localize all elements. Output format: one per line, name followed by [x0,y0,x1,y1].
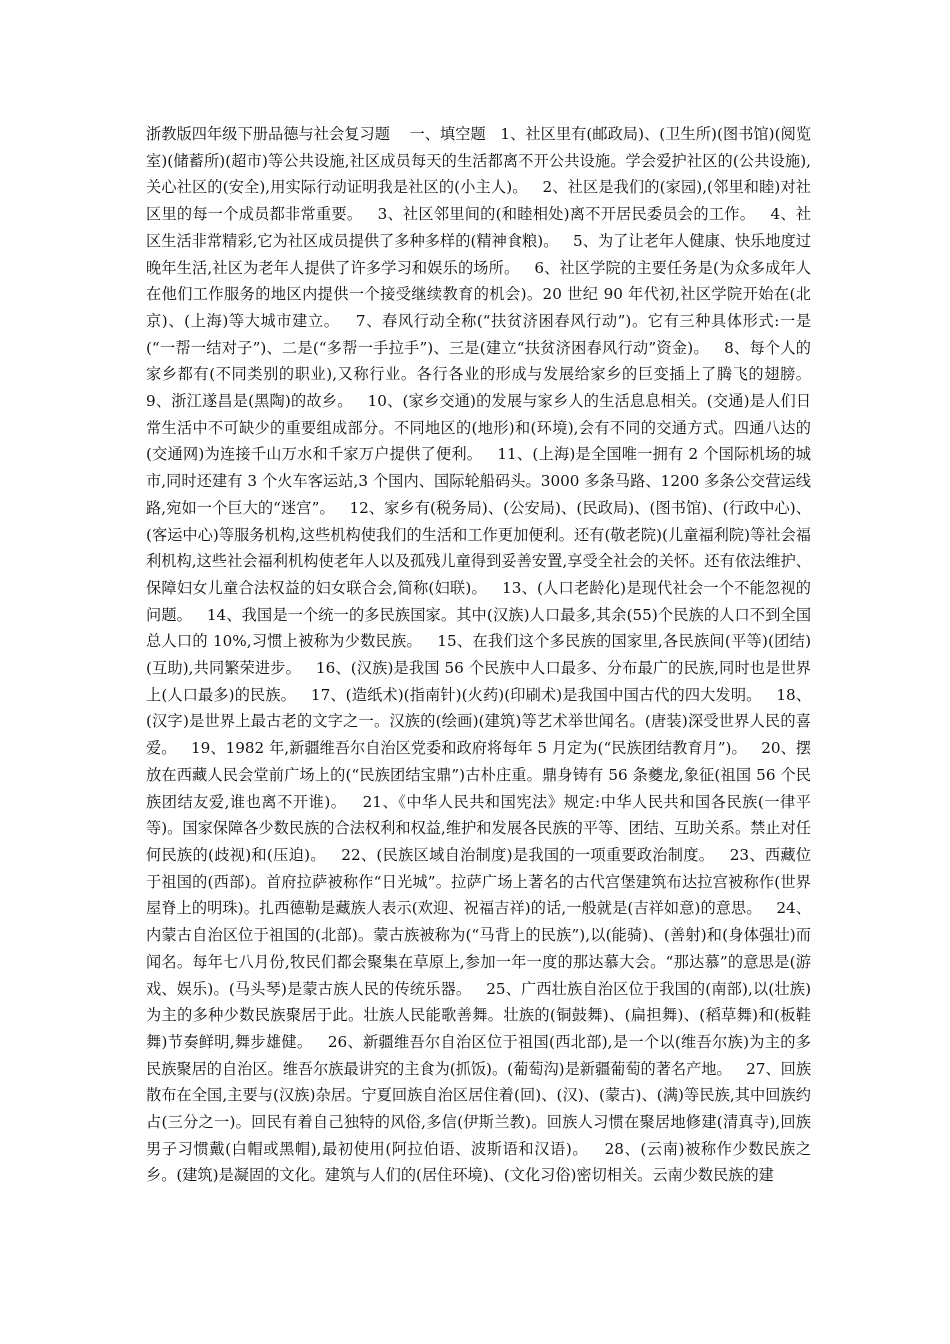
question-item: 8、每个人的家乡都有(不同类别的职业),又称行业。各行各业的形成与发展给家乡的巨变插上了腾飞的翅膀。 [146,338,811,384]
question-item: 11、(上海)是全国唯一拥有 2 个国际机场的城市,同时还建有 3 个火车客运站,3 个国内、国际轮船码头。3000 多条马路、1200 多条公交营运线路,宛如一个巨大的“迷宫”。 [146,445,811,517]
question-item: 7、春风行动全称(“扶贫济困春风行动”)。它有三种具体形式:一是(“一帮一结对子”)、二是(“多帮一手拉手”)、三是(建立“扶贫济困春风行动”资金)。 [146,311,812,357]
question-item: 6、社区学院的主要任务是(为众多成年人在他们工作服务的地区内提供一个接受继续教育的机会)。20 世纪 90 年代初,社区学院开始在(北京)、(上海)等大城市建立。 [146,258,812,330]
question-item: 20、摆放在西藏人民会堂前广场上的(“民族团结宝鼎”)古朴庄重。鼎身铸有 56 条夔龙,象征(祖国 56 个民族团结友爱,谁也离不开谁)。 [146,739,812,811]
question-item: 26、新疆维吾尔自治区位于祖国(西北部),是一个以(维吾尔族)为主的多民族聚居的自治区。维吾尔族最讲究的主食为(抓饭)。(葡萄沟)是新疆葡萄的著名产地。 [146,1032,812,1078]
question-item: 17、(造纸术)(指南针)(火药)(印刷术)是我国中国古代的四大发明。 [310,685,762,704]
question-item: 16、(汉族)是我国 56 个民族中人口最多、分布最广的民族,同时也是世界上(人口最多)的民族。 [146,659,811,704]
question-item: 15、在我们这个多民族的国家里,各民族间(平等)(团结)(互助),共同繁荣进步。 [146,632,812,678]
question-item: 21、《中华人民共和国宪法》规定:中华人民共和国各民族(一律平等)。国家保障各少数民族的合法权利和权益,维护和发展各民族的平等、团结、互助关系。禁止对任何民族的(歧视)和(压迫)。 [146,792,811,864]
question-item: 1、社区里有(邮政局)、(卫生所)(图书馆)(阅览室)(储蓄所)(超市)等公共设施,社区成员每天的生活都离不开公共设施。学会爱护社区的(公共设施),关心社区的(安全),用实际行动证明我是社区的(小主人)。 [146,125,812,197]
question-item: 13、(人口老龄化)是现代社会一个不能忽视的问题。 [146,578,811,624]
question-item: 12、家乡有(税务局)、(公安局)、(民政局)、(图书馆)、(行政中心)、(客运中心)等服务机构,这些机构使我们的生活和工作更加便利。还有(敬老院)(儿童福利院)等社会福利机构,这些社会福利机构使老年人以及孤残儿童得到妥善安置,享受全社会的关怀。还有依法维护、保障妇女儿童合法权益的妇女联合会,简称(妇联)。 [146,498,811,597]
question-item: 28、(云南)被称作少数民族之乡。(建筑)是凝固的文化。建筑与人们的(居住环境)、(文化习俗)密切相关。云南少数民族的建 [146,1139,812,1185]
question-item: 22、(民族区域自治制度)是我国的一项重要政治制度。 [341,845,715,864]
question-item: 18、(汉字)是世界上最古老的文字之一。汉族的(绘画)(建筑)等艺术举世闻名。(唐装)深受世界人民的喜爱。 [146,685,812,758]
question-item: 3、社区邻里间的(和睦相处)离不开居民委员会的工作。 [377,205,756,224]
question-item: 24、内蒙古自治区位于祖国的(北部)。蒙古族被称为(“马背上的民族”),以(能骑)、(善射)和(身体强壮)而闻名。每年七八月份,牧民们都会聚集在草原上,参加一年一度的那达慕大会。“那达慕”的意思是(游戏、娱乐)。(马头琴)是蒙古族人民的传统乐器。 [146,899,811,998]
question-item: 25、广西壮族自治区位于我国的(南部),以(壮族)为主的多种少数民族聚居于此。壮族人民能歌善舞。壮族的(铜鼓舞)、(扁担舞)、(稻草舞)和(板鞋舞)节奏鲜明,舞步雄健。 [146,979,811,1051]
question-item: 5、为了让老年人健康、快乐地度过晚年生活,社区为老年人提供了许多学习和娱乐的场所。 [146,231,811,277]
question-item: 23、西藏位于祖国的(西部)。首府拉萨被称作“日光城”。拉萨广场上著名的古代宫堡建筑布达拉宫被称作(世界屋脊上的明珠)。扎西德勒是藏族人表示(欢迎、祝福吉祥)的话,一般就是(吉祥如意)的意思。 [146,845,812,918]
document-body [146,121,811,1189]
document-title: 浙教版四年级下册品德与社会复习题 [146,125,390,143]
question-item: 2、社区是我们的(家园),(邻里和睦)对社区里的每一个成员都非常重要。 [146,178,811,224]
question-item: 19、1982 年,新疆维吾尔自治区党委和政府将每年 5 月定为(“民族团结教育月”)。 [191,739,747,758]
section-heading: 一、填空题 [409,125,486,143]
question-item: 4、社区生活非常精彩,它为社区成员提供了多种多样的(精神食粮)。 [146,205,812,250]
question-item: 10、(家乡交通)的发展与家乡人的生活息息相关。(交通)是人们日常生活中不可缺少的重要组成部分。不同地区的(地形)和(环境),会有不同的交通方式。四通八达的(交通网)为连接千山万水和千家万户提供了便利。 [146,392,812,464]
question-item: 9、浙江遂昌是(黑陶)的故乡。 [146,392,353,411]
question-item: 14、我国是一个统一的多民族国家。其中(汉族)人口最多,其余(55)个民族的人口不到全国总人口的 10%,习惯上被称为少数民族。 [146,605,812,651]
question-item: 27、回族散布在全国,主要与(汉族)杂居。宁夏回族自治区居住着(回)、(汉)、(蒙古)、(满)等民族,其中回族约占(三分之一)。回民有着自己独特的风俗,多信(伊斯兰教)。回族人习惯在聚居地修建(清真寺),回族男子习惯戴(白帽或黑帽),最初使用(阿拉伯语、波斯语和汉语)。 [146,1059,812,1158]
